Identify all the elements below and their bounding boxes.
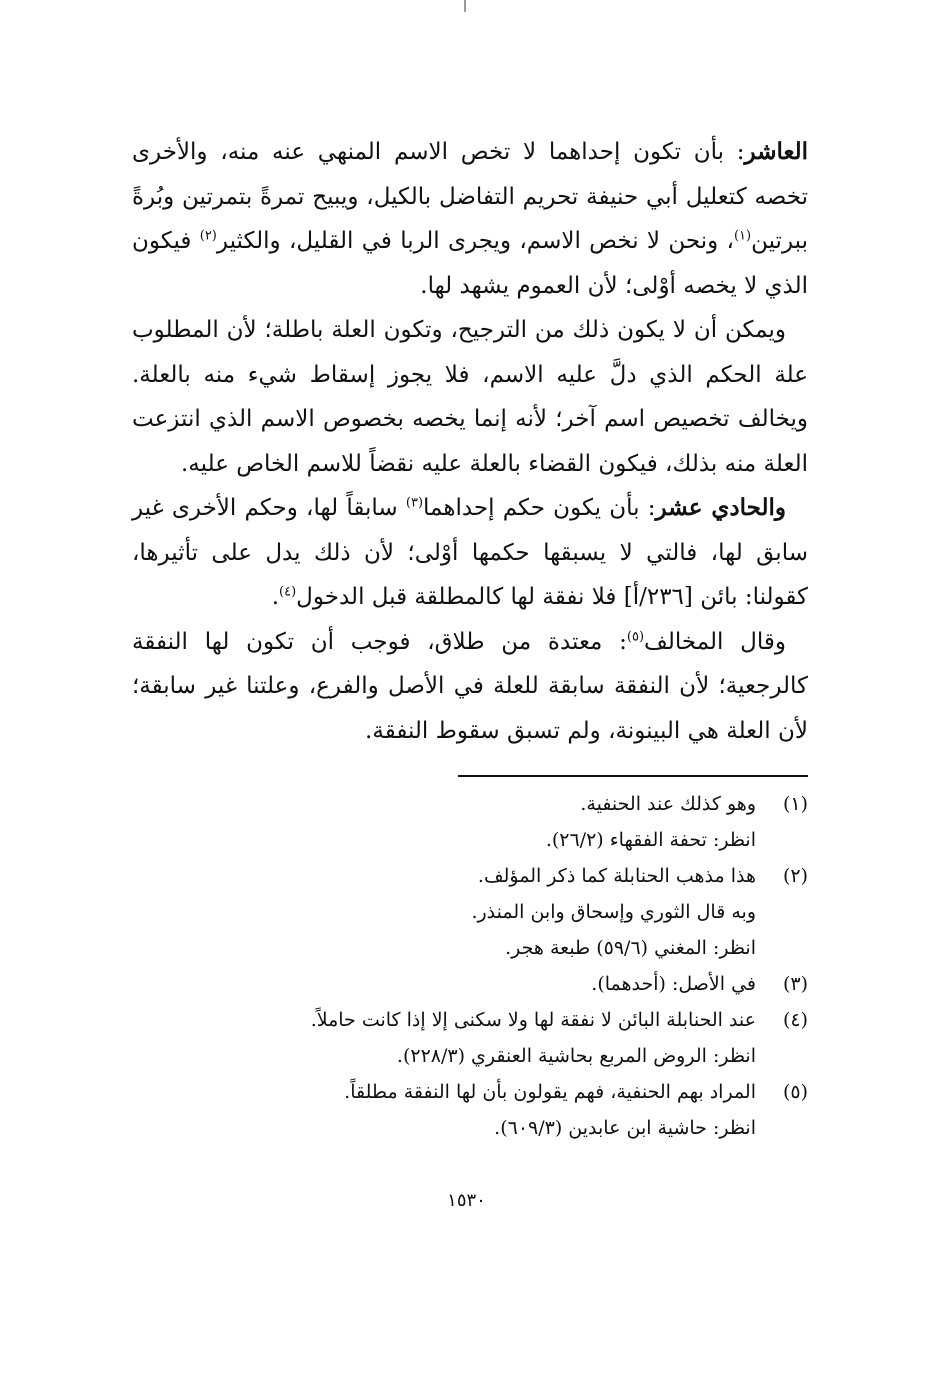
paragraph-1-text-a: : بأن تكون إحداهما لا تخص الاسم المنهي عنه منه، والأخرى تخصه كتعليل أبي حنيفة تحريم التفاضل بالكيل، ويبيح تمرةً بتمرتين وبُرةً ببرتين (132, 139, 808, 254)
paragraph-2: ويمكن أن لا يكون ذلك من الترجيح، وتكون العلة باطلة؛ لأن المطلوب علة الحكم الذي دلَّ عليه الاسم، فلا يجوز إسقاط شيء منه بالعلة. ويخالف تخصيص اسم آخر؛ لأنه إنما يخصه بخصوص الاسم الذي انتزعت العلة منه بذلك، فيكون القضاء بالعلة عليه نقضاً للاسم الخاص عليه. (132, 317, 808, 477)
footnotes (132, 786, 808, 1146)
footnote-line: انظر: حاشية ابن عابدين (٦٠٩/٣). (494, 1117, 756, 1139)
footnote-line: هذا مذهب الحنابلة كما ذكر المؤلف. (477, 865, 756, 887)
footnote-5 (132, 1074, 808, 1146)
footnote-number: (٥) (782, 1081, 808, 1103)
paragraph-3-text-a: : بأن يكون حكم إحداهما (423, 495, 656, 521)
footnote-line: انظر: المغني (٥٩/٦) طبعة هجر. (505, 937, 756, 959)
paragraph-1-text-c: فيكون الذي لا يخصه أوْلى؛ لأن العموم يشهد لها. (132, 228, 808, 299)
footnote-ref-2[interactable]: (٢) (199, 228, 217, 244)
footnote-ref-5[interactable]: (٥) (626, 628, 645, 644)
paragraph-4-text-a: وقال المخالف (644, 628, 787, 655)
term-eleventh: والحادي عشر (655, 494, 786, 521)
footnote-line: وهو كذلك عند الحنفية. (580, 793, 756, 815)
footnote-line: في الأصل: (أحدهما). (591, 973, 756, 995)
footnote-line: وبه قال الثوري وإسحاق وابن المنذر. (471, 901, 756, 923)
footnote-4 (132, 1002, 808, 1074)
footnote-separator (458, 775, 808, 777)
footnote-ref-3[interactable]: (٣) (405, 495, 424, 511)
footnote-number: (٤) (782, 1009, 808, 1031)
footnote-line: عند الحنابلة البائن لا نفقة لها ولا سكنى إلا إذا كانت حاملاً. (310, 1009, 756, 1031)
footnote-ref-4[interactable]: (٤) (279, 584, 297, 600)
footnote-ref-1[interactable]: (١) (733, 228, 752, 244)
paragraph-3-text-b: سابقاً لها، وحكم الأخرى غير سابق لها، فالتي لا يسبقها حكمها أوْلى؛ لأن ذلك يدل على تأثيرها، كقولنا: بائن [٢٣٦/أ] فلا نفقة لها كالمطلقة قبل الدخول (132, 495, 808, 610)
footnote-1 (132, 786, 808, 858)
paragraph-1-text-b: ، ونحن لا نخص الاسم، ويجرى الربا في القليل، والكثير (216, 228, 734, 254)
paragraph-3 (132, 486, 808, 620)
paragraph-3-text-c: . (271, 584, 280, 610)
footnote-line: المراد بهم الحنفية، فهم يقولون بأن لها النفقة مطلقاً. (344, 1081, 756, 1103)
footnote-number: (١) (782, 793, 808, 815)
paragraph-4 (132, 620, 808, 754)
paragraph-1 (132, 130, 808, 308)
page-edge-mark (464, 0, 466, 12)
footnote-2 (132, 858, 808, 966)
page-number: ١٥٣٠ (447, 1190, 486, 1211)
footnote-number: (٣) (782, 973, 808, 995)
footnote-line: انظر: تحفة الفقهاء (٢٦/٢). (545, 829, 756, 851)
term-tenth: العاشر (744, 138, 809, 165)
footnote-3 (132, 966, 808, 1002)
footnote-line: انظر: الروض المربع بحاشية العنقري (٢٢٨/٣). (396, 1045, 756, 1067)
main-text (132, 130, 808, 753)
footnote-number: (٢) (782, 865, 808, 887)
paragraph-4-text-b: : معتدة من طلاق، فوجب أن تكون لها النفقة كالرجعية؛ لأن النفقة سابقة للعلة في الأصل والفرع، وعلتنا غير سابقة؛ لأن العلة هي البينونة، ولم تسبق سقوط النفقة. (132, 628, 808, 744)
